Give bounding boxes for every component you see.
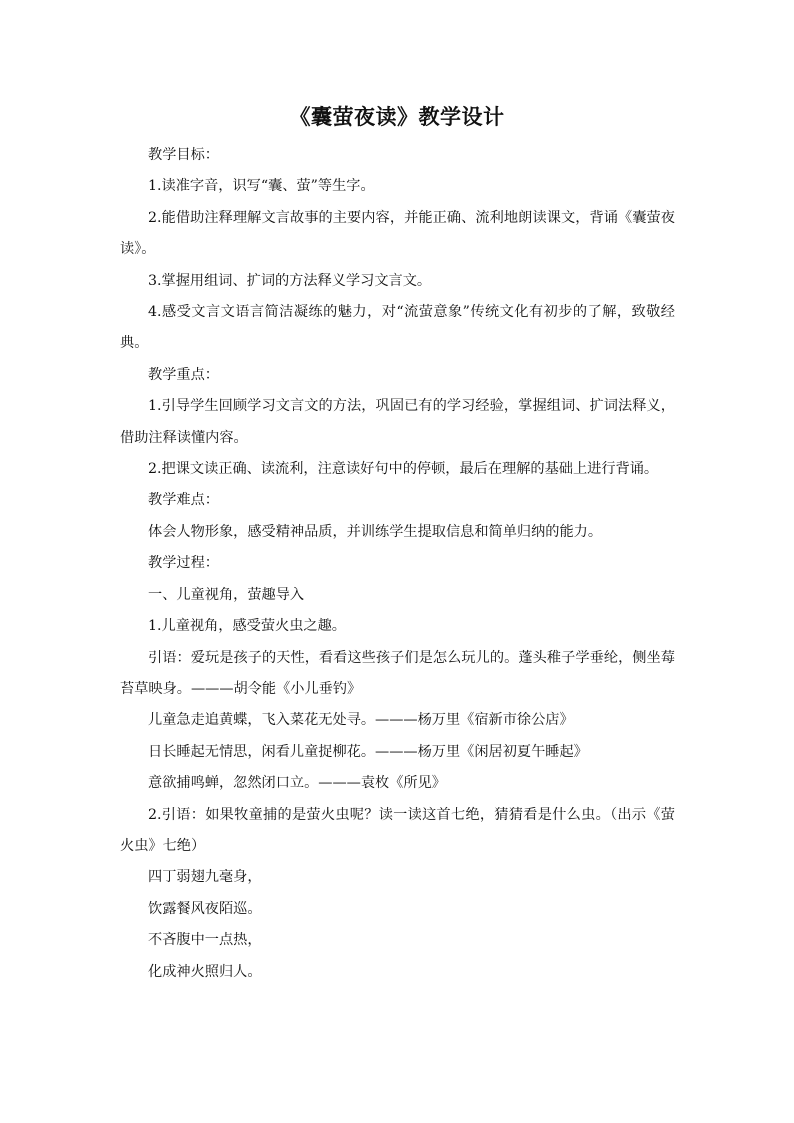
intro-quote-4: 意欲捕鸣蝉，忽然闭口立。———袁枚《所见》 — [148, 775, 446, 792]
poem-line-2: 饮露餐风夜陌巡。 — [148, 900, 262, 917]
intro-quote-2: 儿童急走追黄蝶，飞入菜花无处寻。———杨万里《宿新市徐公店》 — [148, 712, 574, 729]
poem-line-1: 四丁弱翅九毫身， — [148, 869, 262, 886]
key-point-item-2: 2.把课文读正确、读流利，注意读好句中的停顿，最后在理解的基础上进行背诵。 — [148, 461, 659, 478]
objective-item-4: 4.感受文言文语言简洁凝练的魅力，对“流萤意象”传统文化有初步的了解，致敬经典。 — [120, 304, 675, 352]
process-step-2: 2.引语：如果牧童捕的是萤火虫呢？读一读这首七绝，猜猜看是什么虫。（出示《萤火虫》七绝） — [120, 806, 675, 854]
objective-item-2: 2.能借助注释理解文言故事的主要内容，并能正确、流利地朗读课文，背诵《囊萤夜读》。 — [120, 209, 675, 258]
document-body — [120, 140, 675, 988]
section-heading-process: 教学过程： — [148, 555, 219, 572]
poem-line-4: 化成神火照归人。 — [148, 963, 262, 980]
document-title: 《囊萤夜读》教学设计 — [289, 105, 505, 129]
key-point-item-1: 1.引导学生回顾学习文言文的方法，巩固已有的学习经验，掌握组词、扩词法释义，借助注释读懂内容。 — [120, 398, 675, 446]
objective-item-3: 3.掌握用组词、扩词的方法释义学习文言文。 — [148, 272, 432, 289]
intro-quote-1: 引语：爱玩是孩子的天性，看看这些孩子们是怎么玩儿的。蓬头稚子学垂纶，侧坐莓苔草映身。———胡令能《小儿垂钓》 — [120, 649, 675, 697]
section-heading-difficulties: 教学难点： — [148, 492, 219, 509]
objective-item-1: 1.读准字音，识写“囊、萤”等生字。 — [148, 178, 375, 195]
intro-quote-3: 日长睡起无情思，闲看儿童捉柳花。———杨万里《闲居初夏午睡起》 — [148, 743, 588, 760]
difficulty-item: 体会人物形象，感受精神品质，并训练学生提取信息和简单归纳的能力。 — [148, 523, 603, 540]
process-step-1: 1.儿童视角，感受萤火虫之趣。 — [148, 618, 346, 635]
section-heading-key-points: 教学重点： — [148, 366, 219, 383]
section-heading-objectives: 教学目标： — [148, 147, 219, 163]
poem-line-3: 不吝腹中一点热， — [148, 932, 262, 949]
process-part-1-heading: 一、儿童视角，萤趣导入 — [148, 586, 305, 603]
